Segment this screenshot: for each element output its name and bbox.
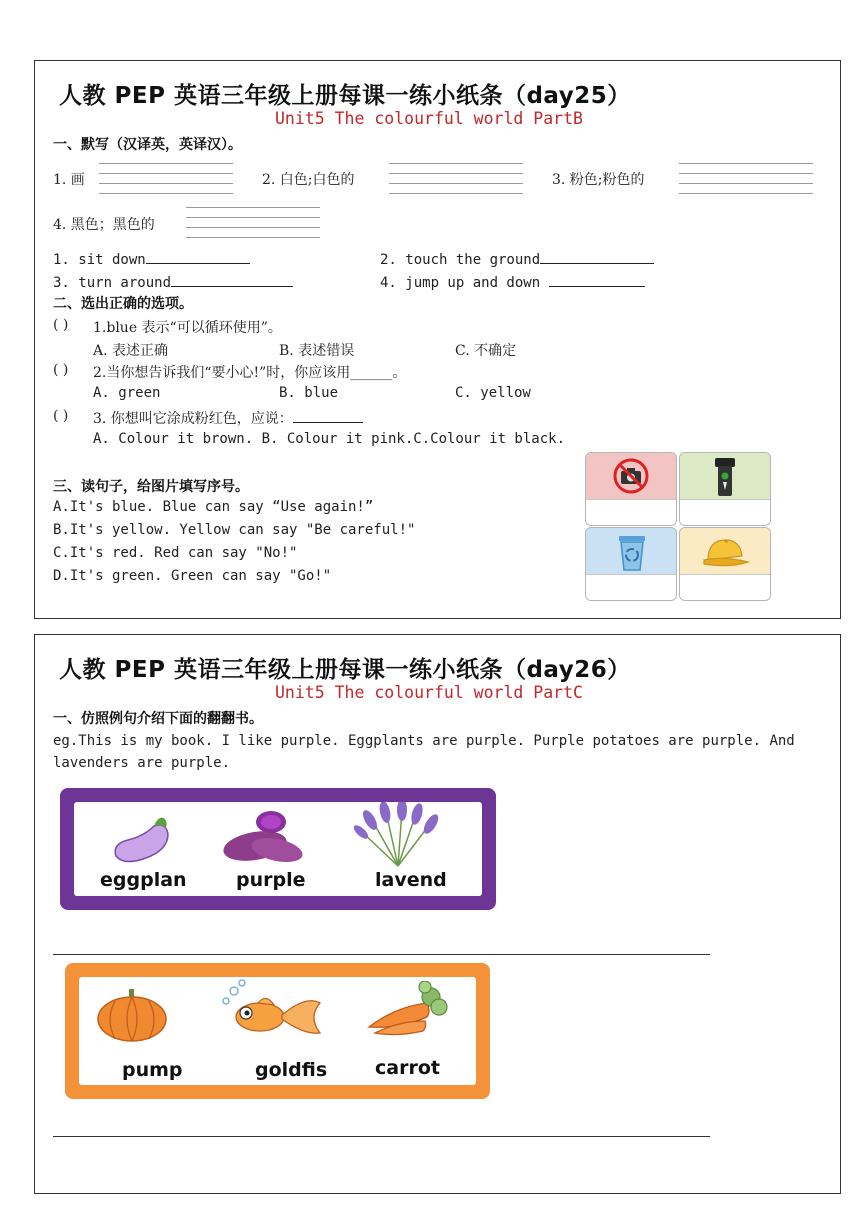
answer-blank[interactable]	[171, 272, 293, 287]
picture-tile[interactable]	[585, 452, 677, 526]
sentence: C.It's red. Red can say "No!"	[53, 545, 298, 561]
sentence: A.It's blue. Blue can say “Use again!”	[53, 499, 374, 515]
flip-book-label: eggplan	[100, 869, 187, 891]
translate-item: 4. jump up and down	[380, 272, 645, 291]
answer-paren[interactable]: ( )	[53, 408, 69, 424]
eggplant-icon	[110, 814, 174, 866]
worksheet-day25	[34, 60, 841, 619]
answer-blank[interactable]	[146, 249, 250, 264]
answer-box[interactable]	[680, 574, 770, 600]
question-text: 3. 你想叫它涂成粉红色，应说：	[93, 408, 363, 428]
question-text: 2.当你想告诉我们“要小心!”时，你应该用______。	[93, 365, 407, 381]
translate-item: 3. turn around	[53, 272, 293, 291]
option: B. 表述错误	[279, 343, 355, 359]
question-text: 1.blue 表示“可以循环使用”。	[93, 320, 282, 336]
flip-book-label: pump	[122, 1059, 183, 1081]
translate-item: 2. touch the ground	[380, 249, 654, 268]
worksheet-day26	[34, 634, 841, 1194]
cap-icon	[700, 536, 750, 570]
writing-lines[interactable]	[679, 163, 813, 195]
section-heading: 二、选出正确的选项。	[53, 296, 193, 312]
no-camera-icon	[613, 457, 649, 495]
page-title: 人教 PEP 英语三年级上册每课一练小纸条（day25）	[59, 83, 631, 109]
traffic-light-icon	[713, 456, 737, 498]
section-heading: 三、读句子，给图片填写序号。	[53, 479, 249, 495]
purple-potato-icon	[215, 808, 311, 866]
option: A. green	[93, 385, 161, 401]
dictation-item: 2. 白色;白色的	[262, 172, 355, 188]
unit-subtitle: Unit5 The colourful world PartC	[275, 683, 583, 702]
writing-lines[interactable]	[99, 163, 233, 195]
sentence: B.It's yellow. Yellow can say "Be careful!"	[53, 522, 416, 538]
flip-book-label: lavend	[375, 869, 447, 891]
section-heading: 一、默写（汉译英，英译汉）。	[53, 137, 242, 153]
picture-tile[interactable]	[585, 527, 677, 601]
carrot-icon	[365, 981, 449, 1041]
answer-box[interactable]	[586, 499, 676, 525]
answer-box[interactable]	[680, 499, 770, 525]
option: A. Colour it brown. B. Colour it pink.C.Colour it black.	[93, 431, 566, 447]
dictation-item: 3. 粉色;粉色的	[552, 172, 645, 188]
writing-lines[interactable]	[389, 163, 523, 195]
goldfish-icon	[220, 979, 324, 1043]
dictation-item: 4. 黑色；黑色的	[53, 217, 155, 233]
unit-subtitle: Unit5 The colourful world PartB	[275, 109, 583, 128]
example-text: lavenders are purple.	[53, 755, 231, 771]
flip-book-orange[interactable]	[65, 963, 490, 1099]
dictation-item: 1. 画	[53, 172, 85, 188]
recycle-bin-icon	[617, 532, 647, 572]
answer-line[interactable]	[53, 954, 710, 955]
flip-book-label: goldfis	[255, 1059, 328, 1081]
option: B. blue	[279, 385, 339, 401]
translate-item: 1. sit down	[53, 249, 250, 268]
answer-blank[interactable]	[549, 272, 645, 287]
picture-tile[interactable]	[679, 452, 771, 526]
answer-box[interactable]	[586, 574, 676, 600]
pumpkin-icon	[95, 987, 169, 1043]
example-text: eg.This is my book. I like purple. Eggplants are purple. Purple potatoes are purple. And	[53, 733, 795, 749]
answer-line[interactable]	[53, 1136, 710, 1137]
lavender-icon	[350, 802, 446, 868]
sentence: D.It's green. Green can say "Go!"	[53, 568, 332, 584]
flip-book-label: carrot	[375, 1057, 440, 1079]
answer-paren[interactable]: ( )	[53, 362, 69, 378]
option: C. 不确定	[455, 343, 517, 359]
option: C. yellow	[455, 385, 531, 401]
writing-lines[interactable]	[186, 207, 320, 239]
page-title: 人教 PEP 英语三年级上册每课一练小纸条（day26）	[59, 657, 631, 683]
answer-paren[interactable]: ( )	[53, 317, 69, 333]
section-heading: 一、仿照例句介绍下面的翻翻书。	[53, 711, 263, 727]
flip-book-purple[interactable]	[60, 788, 496, 910]
option: A. 表述正确	[93, 343, 169, 359]
picture-tile[interactable]	[679, 527, 771, 601]
flip-book-label: purple	[236, 869, 306, 891]
answer-blank[interactable]	[540, 249, 654, 264]
answer-blank[interactable]	[293, 408, 363, 423]
